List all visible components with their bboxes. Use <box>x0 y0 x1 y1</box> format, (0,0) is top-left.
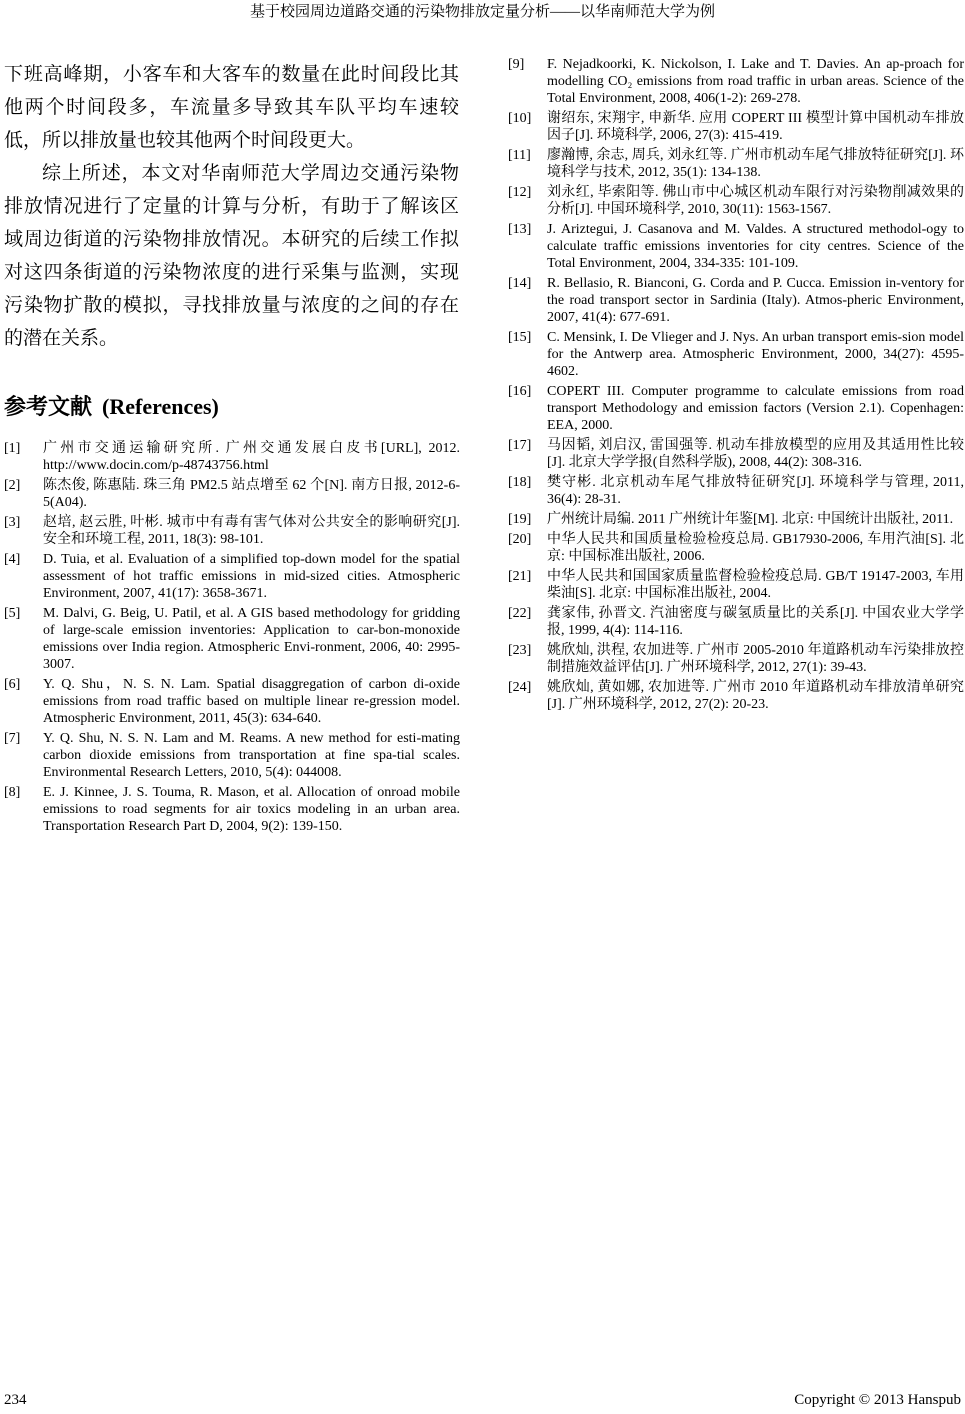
reference-text: R. Bellasio, R. Bianconi, G. Corda and P. Cucca. Emission in-ventory for the road transport sector in Sardinia (Italy). Atmos-pheric Environment, 2007, 41(4): 677-691. <box>547 276 964 325</box>
reference-text: E. J. Kinnee, J. S. Touma, R. Mason, et al. Allocation of onroad mobile emissions to road segments for air toxics modeling in an urban area. Transportation Research Part D, 2004, 9(2): 139-150. <box>43 785 460 834</box>
reference-text: 樊守彬. 北京机动车尾气排放特征研究[J]. 环境科学与管理, 2011, 36(4): 28-31. <box>547 475 964 507</box>
reference-item <box>508 642 964 676</box>
reference-number: [11] <box>508 148 531 163</box>
references-right-column <box>508 56 964 716</box>
reference-text: 龚家伟, 孙晋文. 汽油密度与碳氢质量比的关系[J]. 中国农业大学学报, 1999, 4(4): 114-116. <box>547 606 964 638</box>
reference-text: 广州统计局编. 2011 广州统计年鉴[M]. 北京: 中国统计出版社, 2011. <box>547 512 954 527</box>
reference-number: [16] <box>508 384 532 399</box>
reference-item <box>4 551 460 602</box>
reference-number: [18] <box>508 475 532 490</box>
reference-item <box>4 784 460 835</box>
reference-item <box>508 531 964 565</box>
reference-text: 中华人民共和国质量检验检疫总局. GB17930-2006, 车用汽油[S]. 北京: 中国标准出版社, 2006. <box>547 532 964 564</box>
reference-item <box>508 437 964 471</box>
copyright: Copyright © 2013 Hanspub <box>794 1392 961 1408</box>
reference-number: [7] <box>4 731 21 746</box>
references-left-column <box>4 440 460 838</box>
reference-item <box>4 730 460 781</box>
reference-number: [6] <box>4 677 21 692</box>
reference-text: 陈杰俊, 陈惠陆. 珠三角 PM2.5 站点增至 62 个[N]. 南方日报, 2012-6-5(A04). <box>43 478 460 510</box>
reference-number: [24] <box>508 680 532 695</box>
reference-item <box>4 477 460 511</box>
reference-text: F. Nejadkoorki, K. Nickolson, I. Lake and T. Davies. An ap-proach for modelling CO₂ emissions from road traffic in urban areas. Science of the Total Environment, 2008, 406(1-2): 269-278. <box>547 57 964 106</box>
reference-number: [15] <box>508 330 532 345</box>
reference-item <box>508 383 964 434</box>
reference-text: 刘永红, 毕索阳等. 佛山市中心城区机动车限行对污染物削减效果的分析[J]. 中国环境科学, 2010, 30(11): 1563-1567. <box>547 185 964 217</box>
reference-item <box>508 329 964 380</box>
reference-text: 谢绍东, 宋翔宇, 申新华. 应用 COPERT III 模型计算中国机动车排放因子[J]. 环境科学, 2006, 27(3): 415-419. <box>547 111 964 143</box>
reference-item <box>508 568 964 602</box>
reference-number: [9] <box>508 57 525 72</box>
references-heading <box>4 392 219 422</box>
reference-item <box>508 221 964 272</box>
references-heading-zh: 参考文献 <box>4 394 93 419</box>
reference-text: 广州市交通运输研究所. 广州交通发展白皮书[URL], 2012. http://www.docin.com/p-48743756.html <box>43 441 460 473</box>
body-paragraph: 下班高峰期，小客车和大客车的数量在此时间段比其他两个时间段多，车流量多导致其车队平均车速较低，所以排放量也较其他两个时间段更大。 <box>4 64 459 151</box>
reference-item <box>508 56 964 107</box>
reference-number: [5] <box>4 606 21 621</box>
running-header: 基于校园周边道路交通的污染物排放定量分析——以华南师范大学为例 <box>249 4 715 20</box>
reference-number: [23] <box>508 643 532 658</box>
reference-item <box>508 275 964 326</box>
reference-number: [13] <box>508 222 532 237</box>
reference-item <box>4 514 460 548</box>
reference-text: Y. Q. Shu, N. S. N. Lam and M. Reams. A new method for esti-mating carbon dioxide emissions from transportation at fine spa-tial scales. Environmental Research Letters, 2010, 5(4): 044008. <box>43 731 460 780</box>
reference-text: M. Dalvi, G. Beig, U. Patil, et al. A GIS based methodology for gridding of large-scale emission inventories: Application to car-bon-monoxide emissions over India region. Atmospheric Envi-ronment, 2006, 40: 2995-3007. <box>43 606 460 672</box>
reference-number: [10] <box>508 111 532 126</box>
reference-text: C. Mensink, I. De Vlieger and J. Nys. An urban transport emis-sion model for the Antwerp area. Atmospheric Environment, 2000, 34(27): 4595-4602. <box>547 330 964 379</box>
reference-number: [12] <box>508 185 532 200</box>
reference-number: [17] <box>508 438 532 453</box>
reference-text: COPERT III. Computer programme to calculate emissions from road transport Methodology and emission factors (Version 2.1). Copenhagen: EEA, 2000. <box>547 384 964 433</box>
body-paragraph: 综上所述，本文对华南师范大学周边交通污染物排放情况进行了定量的计算与分析，有助于了解该区域周边街道的污染物排放情况。本研究的后续工作拟对这四条街道的污染物浓度的进行采集与监测，实现污染物扩散的模拟，寻找排放量与浓度的之间的存在的潜在关系。 <box>4 163 459 349</box>
reference-number: [2] <box>4 478 21 493</box>
reference-number: [22] <box>508 606 532 621</box>
reference-text: 姚欣灿, 黄如娜, 农加进等. 广州市 2010 年道路机动车排放清单研究[J]. 广州环境科学, 2012, 27(2): 20-23. <box>547 680 964 712</box>
reference-text: 马因韬, 刘启汉, 雷国强等. 机动车排放模型的应用及其适用性比较[J]. 北京大学学报(自然科学版), 2008, 44(2): 308-316. <box>547 438 964 470</box>
reference-item <box>508 679 964 713</box>
reference-number: [4] <box>4 552 21 567</box>
reference-number: [3] <box>4 515 21 530</box>
reference-number: [8] <box>4 785 21 800</box>
reference-number: [20] <box>508 532 532 547</box>
body-text <box>4 58 459 355</box>
reference-number: [14] <box>508 276 532 291</box>
references-heading-en: (References) <box>102 394 219 419</box>
reference-number: [1] <box>4 441 21 456</box>
reference-item <box>508 110 964 144</box>
reference-text: 姚欣灿, 洪程, 农加进等. 广州市 2005-2010 年道路机动车污染排放控制措施效益评估[J]. 广州环境科学, 2012, 27(1): 39-43. <box>547 643 964 675</box>
reference-item <box>508 511 964 528</box>
reference-item <box>508 605 964 639</box>
reference-number: [19] <box>508 512 532 527</box>
reference-text: D. Tuia, et al. Evaluation of a simplified top-down model for the spatial assessment of hot traffic emissions in mid-sized cities. Atmospheric Environment, 2007, 41(17): 3658-3671. <box>43 552 460 601</box>
reference-number: [21] <box>508 569 532 584</box>
reference-item <box>4 605 460 673</box>
reference-item <box>508 184 964 218</box>
reference-text: 中华人民共和国国家质量监督检验检疫总局. GB/T 19147-2003, 车用柴油[S]. 北京: 中国标准出版社, 2004. <box>547 569 964 601</box>
reference-text: Y. Q. Shu，N. S. N. Lam. Spatial disaggregation of carbon di-oxide emissions from road traffic based on multiple linear re-gression model. Atmospheric Environment, 2011, 45(3): 634-640. <box>43 677 460 726</box>
reference-text: 廖瀚博, 余志, 周兵, 刘永红等. 广州市机动车尾气排放特征研究[J]. 环境科学与技术, 2012, 35(1): 134-138. <box>547 148 964 180</box>
page-number: 234 <box>4 1392 27 1408</box>
reference-text: 赵培, 赵云胜, 叶彬. 城市中有毒有害气体对公共安全的影响研究[J]. 安全和环境工程, 2011, 18(3): 98-101. <box>43 515 460 547</box>
reference-item <box>508 474 964 508</box>
reference-item <box>508 147 964 181</box>
reference-item <box>4 440 460 474</box>
reference-item <box>4 676 460 727</box>
reference-text: J. Ariztegui, J. Casanova and M. Valdes. A structured methodol-ogy to calculate traffic emissions inventories for city centres. Science of the Total Environment, 2004, 334-335: 101-109. <box>547 222 964 271</box>
